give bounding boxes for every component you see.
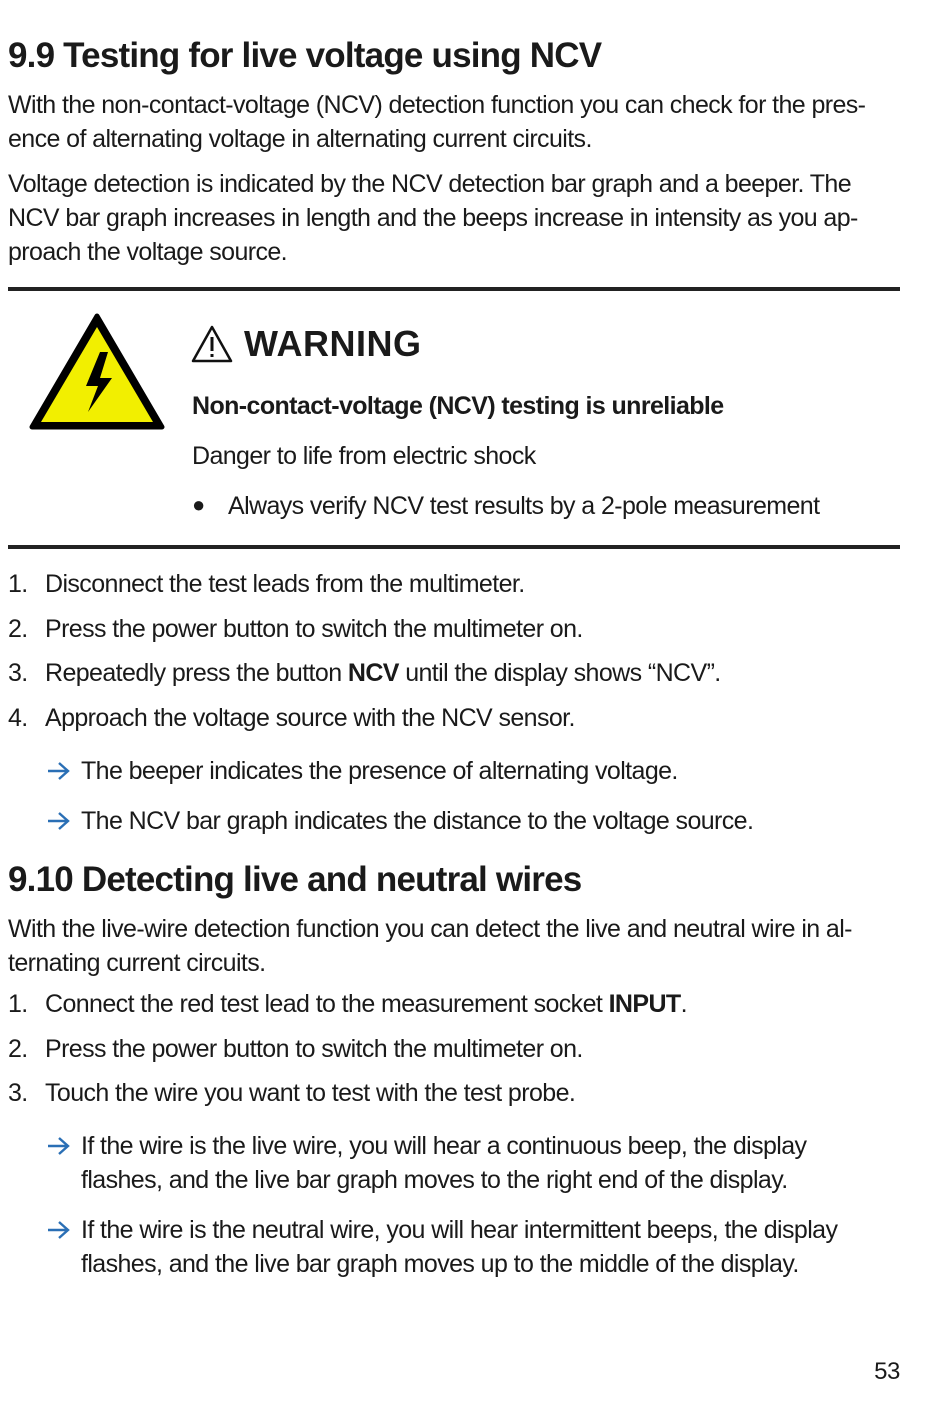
text-line: ternating current circuits. [8, 949, 266, 977]
text-line: With the live-wire detection function you can detect the live and neutral wire in al- [8, 915, 852, 943]
arrow-right-icon [46, 754, 81, 791]
input-socket-label: INPUT [608, 990, 681, 1018]
result-text: The beeper indicates the presence of alternating voltage. [81, 757, 678, 785]
warning-top-rule [8, 287, 900, 291]
ncv-intro-paragraph [8, 88, 908, 156]
warning-bullet-text: Always verify NCV test results by a 2-pole measurement [228, 492, 820, 520]
step-number: 1. [8, 990, 28, 1018]
warning-title-row [190, 322, 422, 366]
step-text [45, 990, 687, 1019]
text-line: With the non-contact-voltage (NCV) detection function you can check for the pres- [8, 91, 866, 119]
page-number: 53 [874, 1358, 900, 1385]
step-text: Disconnect the test leads from the multimeter. [45, 570, 525, 598]
warning-bottom-rule [8, 545, 900, 549]
step-item [8, 990, 687, 1019]
text-line: NCV bar graph increases in length and the beeps increase in intensity as you ap- [8, 204, 858, 232]
warning-bullet [192, 492, 819, 521]
step-text-pre: Connect the red test lead to the measurement socket [45, 990, 609, 1018]
live-wire-intro-paragraph [8, 912, 908, 980]
step-number: 2. [8, 615, 28, 643]
result-item [46, 1213, 837, 1281]
step-text: Approach the voltage source with the NCV sensor. [45, 704, 575, 732]
section-heading-live-neutral: 9.10 Detecting live and neutral wires [8, 860, 582, 899]
arrow-right-icon [46, 804, 81, 841]
result-item [46, 804, 753, 841]
text-line: proach the voltage source. [8, 238, 288, 266]
result-text: The NCV bar graph indicates the distance to the voltage source. [81, 807, 754, 835]
text-line: Voltage detection is indicated by the NCV detection bar graph and a beeper. The [8, 170, 852, 198]
step-item [8, 615, 583, 644]
step-number: 4. [8, 704, 28, 732]
step-text: Press the power button to switch the multimeter on. [45, 1035, 583, 1063]
step-text: Touch the wire you want to test with the test probe. [45, 1079, 576, 1107]
ncv-button-label: NCV [347, 659, 399, 687]
result-text: If the wire is the neutral wire, you will hear intermittent beeps, the display [81, 1216, 838, 1244]
step-item [8, 704, 575, 733]
step-number: 3. [8, 659, 28, 687]
ncv-indication-paragraph [8, 167, 908, 269]
caution-icon [190, 324, 234, 364]
step-number: 3. [8, 1079, 28, 1107]
result-item [46, 1129, 806, 1197]
step-item [8, 1035, 583, 1064]
step-item [8, 1079, 575, 1108]
result-text: flashes, and the live bar graph moves up to the middle of the display. [81, 1250, 799, 1278]
warning-subtitle: Non-contact-voltage (NCV) testing is unreliable [192, 392, 724, 420]
step-text-pre: Repeatedly press the button [45, 659, 348, 687]
step-text [45, 659, 721, 688]
high-voltage-warning-icon [28, 312, 166, 432]
result-item [46, 754, 678, 791]
arrow-right-icon [46, 1129, 81, 1197]
step-text-post: . [680, 990, 687, 1018]
arrow-right-icon [46, 1213, 81, 1281]
result-text: If the wire is the live wire, you will hear a continuous beep, the display [81, 1132, 807, 1160]
section-heading-ncv: 9.9 Testing for live voltage using NCV [8, 36, 602, 75]
step-number: 2. [8, 1035, 28, 1063]
step-text: Press the power button to switch the multimeter on. [45, 615, 583, 643]
step-item [8, 659, 721, 688]
step-text-post: until the display shows “NCV”. [398, 659, 721, 687]
warning-title: WARNING [244, 323, 422, 364]
result-text: flashes, and the live bar graph moves to the right end of the display. [81, 1166, 788, 1194]
warning-danger-text: Danger to life from electric shock [192, 442, 536, 470]
bullet-icon: ● [192, 492, 205, 517]
text-line: ence of alternating voltage in alternating current circuits. [8, 125, 592, 153]
step-item [8, 570, 525, 599]
step-number: 1. [8, 570, 28, 598]
